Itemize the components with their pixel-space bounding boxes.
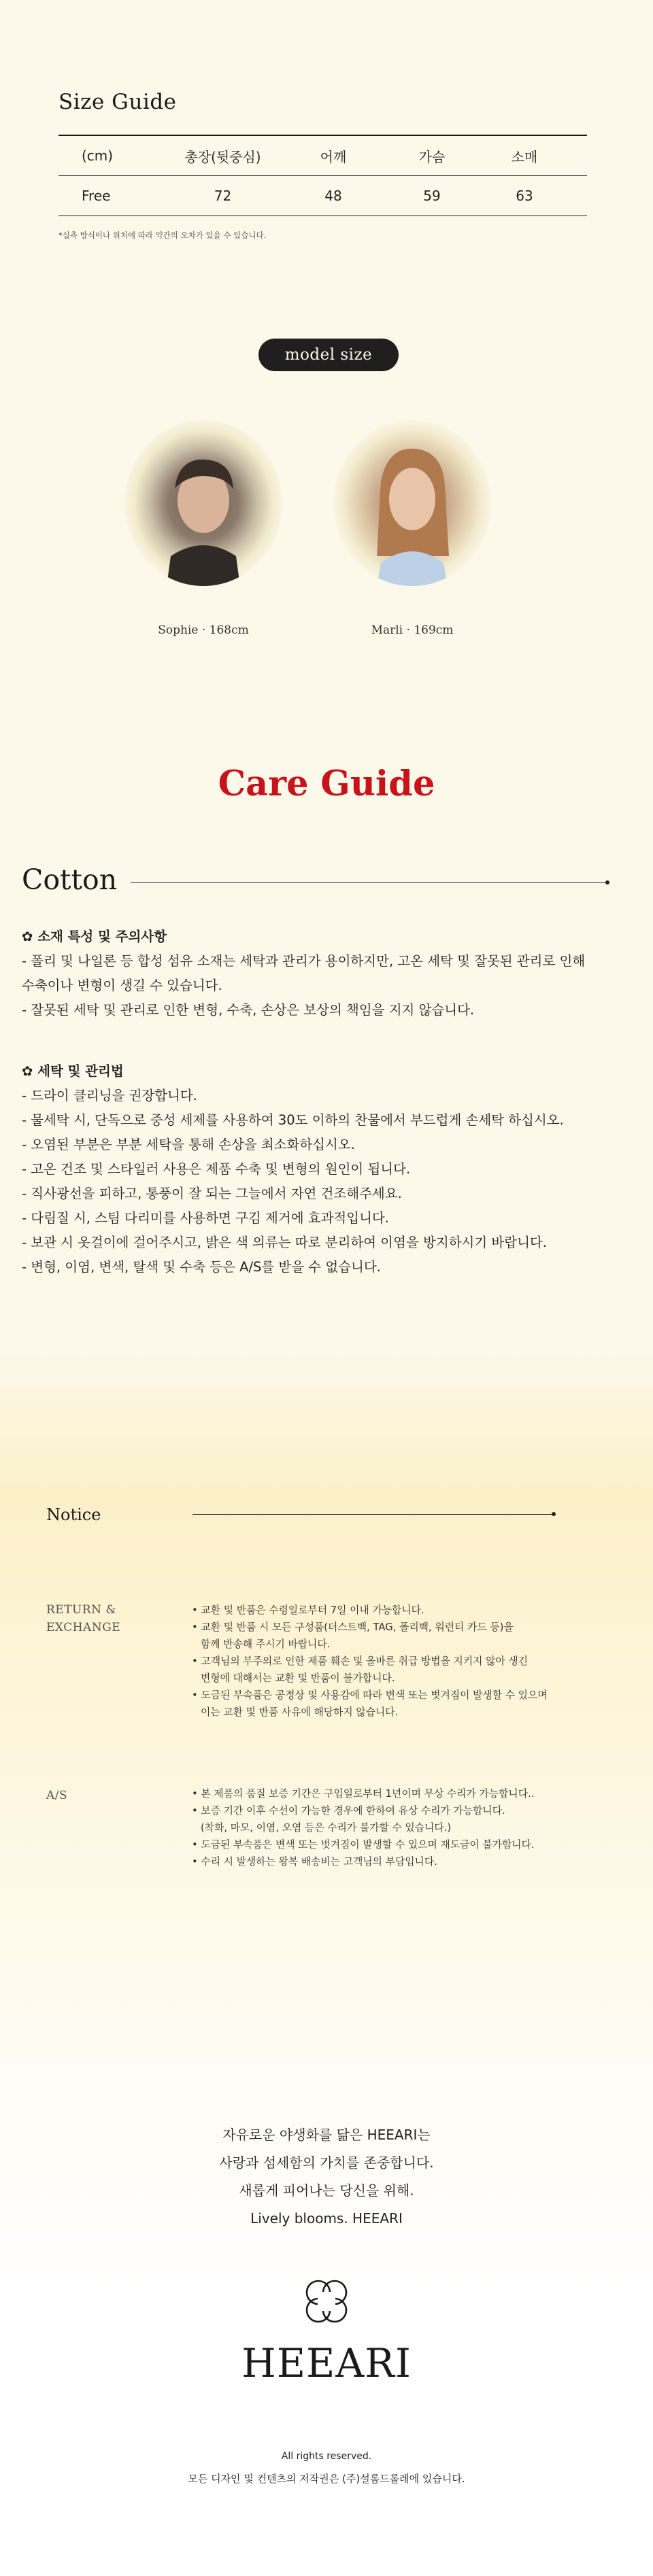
- footer-copyright: 모든 디자인 및 컨텐츠의 저작권은 (주)설롬드롤레에 있습니다.: [188, 2473, 465, 2485]
- brand-line: Lively blooms. HEEARI: [250, 2210, 403, 2227]
- brand-line: 새롭게 피어나는 당신을 위해.: [239, 2182, 414, 2199]
- notice-line: • 본 제품의 품질 보증 기간은 구입일로부터 1년이며 무상 수리가 가능합니다..: [192, 1788, 535, 1800]
- notice-divider-dot: [552, 1512, 556, 1516]
- notice-line: (착화, 마모, 이염, 오염 등은 수리가 불가할 수 있습니다.): [201, 1822, 452, 1834]
- care-line: - 잘못된 세탁 및 관리로 인한 변형, 수축, 손상은 보상의 책임을 지지 않습니다.: [22, 1002, 475, 1018]
- care-line: - 드라이 클리닝을 권장합니다.: [22, 1088, 197, 1103]
- brand-statement: [0, 2121, 653, 2233]
- cell-size: Free: [82, 188, 111, 204]
- care-section-washing: [22, 1059, 627, 1280]
- notice-label-line: A/S: [46, 1789, 68, 1802]
- table-header-row: [58, 136, 587, 175]
- notice-body-as: [192, 1785, 600, 1870]
- cell-shoulder: 48: [324, 188, 342, 204]
- table-row: [58, 176, 587, 216]
- care-line: - 물세탁 시, 단독으로 중성 세제를 사용하여 30도 이하의 찬물에서 부드럽게 손세탁 하십시오.: [22, 1112, 564, 1128]
- header-length: 총장(뒷중심): [184, 148, 261, 165]
- header-sleeve: 소매: [511, 148, 538, 165]
- notice-line: • 도금된 부속품은 변색 또는 벗겨짐이 발생할 수 있으며 재도금이 불가합니다.: [192, 1839, 535, 1851]
- fabric-divider: [131, 882, 607, 883]
- notice-line: • 보증 기간 이후 수선이 가능한 경우에 한하여 유상 수리가 가능합니다.: [192, 1805, 505, 1817]
- care-line: - 보관 시 옷걸이에 걸어주시고, 밝은 색 의류는 따로 분리하여 이염을 방지하시기 바랍니다.: [22, 1235, 547, 1250]
- notice-line: • 교환 및 반품 시 모든 구성품(더스트백, TAG, 폴리백, 워런티 카드 등)을: [192, 1621, 514, 1633]
- brand-line: 자유로운 야생화를 닮은 HEEARI는: [222, 2127, 431, 2143]
- size-guide-title: Size Guide: [58, 90, 177, 114]
- notice-line: 변형에 대해서는 교환 및 반품이 불가합니다.: [201, 1672, 395, 1684]
- care-line: - 폴리 및 나일론 등 합성 섬유 소재는 세탁과 관리가 용이하지만, 고온 세탁 및 잘못된 관리로 인해: [22, 953, 586, 969]
- cell-length: 72: [214, 188, 232, 204]
- care-section-heading: ✿ 소재 특성 및 주의사항: [22, 929, 167, 944]
- fabric-divider-dot: [605, 880, 609, 885]
- size-table: [58, 135, 587, 216]
- notice-title: Notice: [46, 1505, 101, 1524]
- notice-body-return: [192, 1602, 600, 1721]
- notice-line: 함께 반송해 주시기 바랍니다.: [201, 1638, 331, 1650]
- cell-sleeve: 63: [516, 188, 533, 204]
- fabric-label: Cotton: [22, 863, 118, 896]
- model-photo-marli: [333, 420, 491, 586]
- notice-divider: [192, 1514, 553, 1515]
- model-caption-sophie: Sophie · 168cm: [158, 623, 249, 637]
- model-size-badge: model size: [258, 339, 399, 371]
- model-photo-sophie: [124, 420, 282, 586]
- notice-label-line: EXCHANGE: [46, 1621, 121, 1634]
- notice-label-return: [46, 1601, 120, 1636]
- care-line: - 오염된 부분은 부분 세탁을 통해 손상을 최소화하십시오.: [22, 1137, 355, 1152]
- care-section-heading: ✿ 세탁 및 관리법: [22, 1063, 124, 1079]
- footer-rights: All rights reserved.: [281, 2451, 372, 2462]
- header-shoulder: 어깨: [320, 148, 347, 165]
- header-chest: 가슴: [418, 148, 446, 165]
- notice-label-as: [46, 1787, 67, 1804]
- notice-line: • 교환 및 반품은 수령일로부터 7일 이내 가능합니다.: [192, 1604, 424, 1616]
- lower-section-gradient: [0, 1353, 653, 2576]
- notice-line: • 고객님의 부주의로 인한 제품 훼손 및 올바른 취급 방법을 지키지 않아 생긴: [192, 1655, 528, 1667]
- care-line: 수축이나 변형이 생길 수 있습니다.: [22, 978, 222, 993]
- notice-line: • 도금된 부속품은 공정상 및 사용감에 따라 변색 또는 벗겨짐이 발생할 수 있으며: [192, 1689, 548, 1701]
- notice-line: 이는 교환 및 반품 사유에 해당하지 않습니다.: [201, 1706, 399, 1718]
- care-section-material: [22, 925, 627, 1023]
- notice-line: • 수리 시 발생하는 왕복 배송비는 고객님의 부담입니다.: [192, 1856, 437, 1868]
- care-line: - 직사광선을 피하고, 통풍이 잘 되는 그늘에서 자연 건조해주세요.: [22, 1186, 402, 1201]
- brand-logo-wordmark: HEEARI: [241, 2340, 412, 2386]
- care-line: - 다림질 시, 스팀 다리미를 사용하면 구김 제거에 효과적입니다.: [22, 1210, 389, 1226]
- portrait-illustration-marli: [333, 420, 491, 586]
- size-note: *실측 방식이나 위치에 따라 약간의 오차가 있을 수 있습니다.: [58, 230, 267, 240]
- notice-label-line: RETURN &: [46, 1603, 117, 1617]
- portrait-illustration-sophie: [124, 420, 282, 586]
- brand-line: 사랑과 섬세함의 가치를 존중합니다.: [219, 2154, 434, 2171]
- care-line: - 변형, 이염, 변색, 탈색 및 수축 등은 A/S를 받을 수 없습니다.: [22, 1259, 381, 1275]
- care-guide-title: Care Guide: [218, 763, 435, 804]
- care-line: - 고온 건조 및 스타일러 사용은 제품 수축 및 변형의 원인이 됩니다.: [22, 1161, 411, 1177]
- header-unit: (cm): [82, 148, 114, 164]
- model-caption-marli: Marli · 169cm: [371, 623, 454, 637]
- brand-logo-icon: [293, 2272, 360, 2332]
- cell-chest: 59: [423, 188, 441, 204]
